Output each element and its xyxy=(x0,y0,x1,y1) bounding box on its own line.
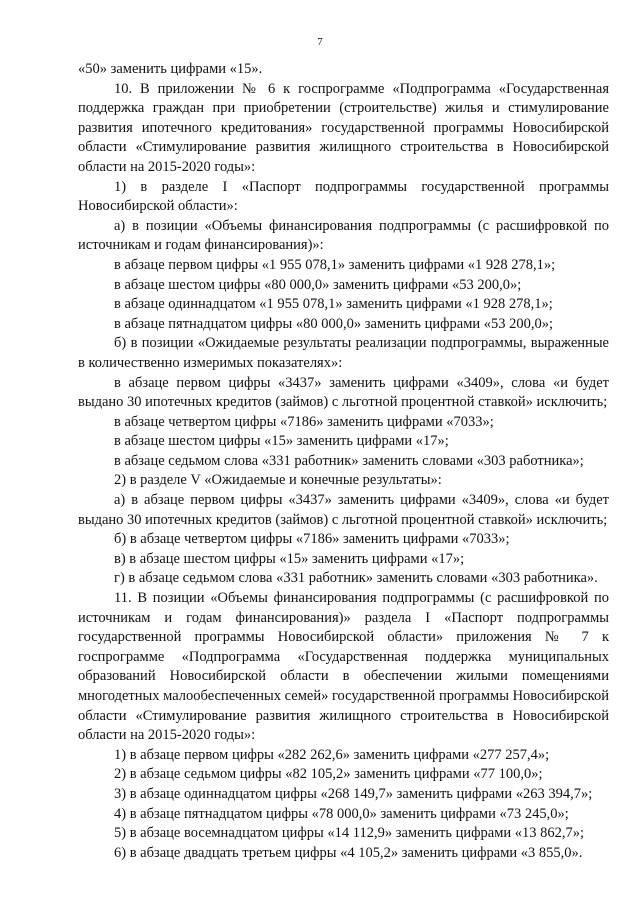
paragraph: 5) в абзаце восемнадцатом цифры «14 112,9» заменить цифрами «13 862,7»; xyxy=(114,825,585,842)
paragraph: а) в позиции «Объемы финансирования подпрограммы (с расшифровкой по источникам и годам финансирования)»: xyxy=(78,217,609,254)
paragraph: в абзаце пятнадцатом цифры «80 000,0» заменить цифрами «53 200,0»; xyxy=(114,315,554,332)
paragraph: 6) в абзаце двадцать третьем цифры «4 105,2» заменить цифрами «3 855,0». xyxy=(114,844,583,861)
paragraph: 4) в абзаце пятнадцатом цифры «78 000,0» заменить цифрами «73 245,0»; xyxy=(114,805,569,822)
paragraph: «50» заменить цифрами «15». xyxy=(78,61,263,77)
page-number: 7 xyxy=(317,36,323,48)
paragraph: в абзаце одиннадцатом «1 955 078,1» заменить цифрами «1 928 278,1»; xyxy=(114,296,553,313)
paragraph: в абзаце первом цифры «1 955 078,1» заменить цифрами «1 928 278,1»; xyxy=(114,256,556,273)
document-body xyxy=(78,60,609,863)
paragraph: 1) в абзаце первом цифры «282 262,6» заменить цифрами «277 257,4»; xyxy=(114,746,550,763)
paragraph: в абзаце шестом цифры «15» заменить цифрами «17»; xyxy=(114,433,449,450)
paragraph: в абзаце седьмом слова «331 работник» заменить словами «303 работника»; xyxy=(114,452,584,469)
paragraph: в абзаце четвертом цифры «7186» заменить цифрами «7033»; xyxy=(114,413,494,430)
paragraph: 2) в разделе V «Ожидаемые и конечные результаты»: xyxy=(114,472,442,489)
paragraph: в абзаце шестом цифры «80 000,0» заменить цифрами «53 200,0»; xyxy=(114,276,522,293)
paragraph: в абзаце первом цифры «3437» заменить цифрами «3409», слова «и будет выдано 30 ипотечных кредитов (займов) с льготной процентной ставкой» исключить; xyxy=(78,374,609,411)
paragraph: 2) в абзаце седьмом цифры «82 105,2» заменить цифрами «77 100,0»; xyxy=(114,766,543,783)
paragraph: б) в абзаце четвертом цифры «7186» заменить цифрами «7033»; xyxy=(114,531,510,548)
paragraph: г) в абзаце седьмом слова «331 работник» заменить словами «303 работника». xyxy=(114,570,598,587)
paragraph: а) в абзаце первом цифры «3437» заменить цифрами «3409», слова «и будет выдано 30 ипотечных кредитов (займов) с льготной процентной ставкой» исключить; xyxy=(78,492,609,528)
paragraph: 11. В позиции «Объемы финансирования подпрограммы (с расшифровкой по источникам и годам финансирования)» раздела I «Паспорт подпрограммы государственной программы Новосибирской области» приложения № 7 к госпрограмме «Подпрограмма «Государственная поддержка муниципальных образований Новосибирской области в обеспечении жилыми помещениями многодетных малообеспеченных семей» государственной программы Новосибирской области «Стимулирование развития жилищного строительства в Новосибирской области на 2015-2020 годы»: xyxy=(78,590,609,744)
paragraph: 10. В приложении № 6 к госпрограмме «Подпрограмма «Государственная поддержка граждан при приобретении (строительстве) жилья и стимулирование развития ипотечного кредитования» государственной программы Новосибирской области «Стимулирование развития жилищного строительства в Новосибирской области на 2015-2020 годы»: xyxy=(78,80,609,175)
paragraph: в) в абзаце шестом цифры «15» заменить цифрами «17»; xyxy=(114,550,465,567)
paragraph: 1) в разделе I «Паспорт подпрограммы государственной программы Новосибирской области»: xyxy=(78,178,609,215)
paragraph: б) в позиции «Ожидаемые результаты реализации подпрограммы, выраженные в количественно измеримых показателях»: xyxy=(78,335,609,371)
paragraph: 3) в абзаце одиннадцатом цифры «268 149,7» заменить цифрами «263 394,7»; xyxy=(114,785,593,802)
